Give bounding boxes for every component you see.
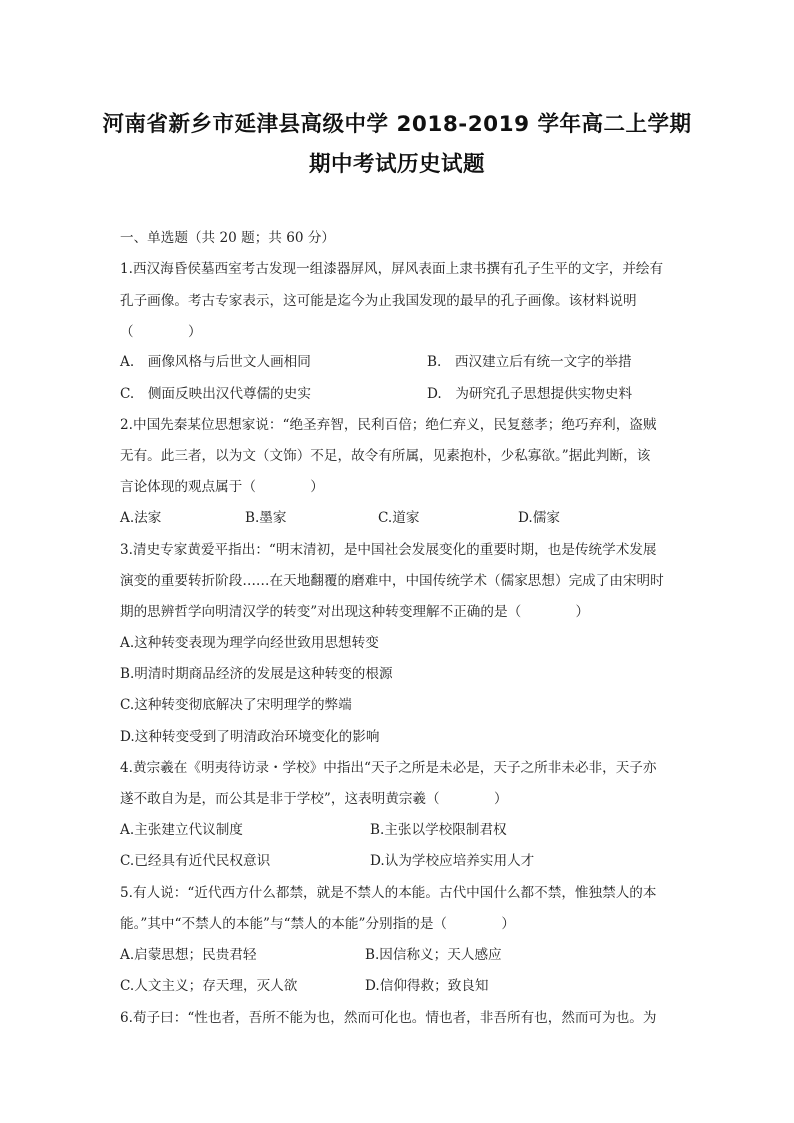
question-2-line-2: 无有。此三者，以为文（文饰）不足，故令有所属，见素抱朴，少私寡欲。”据此判断，该 xyxy=(120,448,651,464)
question-1-option-a: A. 画像风格与后世文人画相同 xyxy=(120,354,311,370)
question-1-option-b: B. 西汉建立后有统一文字的举措 xyxy=(427,354,632,370)
exam-title-line1: 河南省新乡市延津县高级中学 2018-2019 学年高二上学期 xyxy=(102,112,692,137)
question-4-option-a: A.主张建立代议制度 xyxy=(120,822,243,838)
question-1-option-c: C. 侧面反映出汉代尊儒的史实 xyxy=(120,386,311,402)
question-5-line-2: 能。”其中“不禁人的本能”与“禁人的本能”分别指的是（ ） xyxy=(120,916,515,932)
question-5-option-c: C.人文主义；存天理，灭人欲 xyxy=(120,978,298,994)
question-3-option-d: D.这种转变受到了明清政治环境变化的影响 xyxy=(120,729,380,745)
question-3-line-3: 期的思辨哲学向明清汉学的转变”对出现这种转变理解不正确的是（ ） xyxy=(120,604,590,620)
question-4-line-1: 4.黄宗羲在《明夷待访录・学校》中指出“天子之所是未必是，天子之所非未必非，天子亦 xyxy=(120,760,657,776)
question-5-line-1: 5.有人说：“近代西方什么都禁，就是不禁人的本能。古代中国什么都不禁，惟独禁人的本 xyxy=(120,885,657,901)
question-2-option-a: A.法家 xyxy=(120,510,162,526)
question-4-option-d: D.认为学校应培养实用人才 xyxy=(370,853,535,869)
question-1-line-2: 孔子画像。考古专家表示，这可能是迄今为止我国发现的最早的孔子画像。该材料说明 xyxy=(120,293,637,309)
question-2-option-b: B.墨家 xyxy=(245,510,287,526)
question-2-line-3: 言论体现的观点属于（ ） xyxy=(120,479,324,495)
section-heading: 一、单选题（共 20 题；共 60 分） xyxy=(120,230,336,246)
question-6-line-1: 6.荀子曰：“性也者，吾所不能为也，然而可化也。情也者，非吾所有也，然而可为也。为 xyxy=(120,1010,657,1026)
question-5-option-a: A.启蒙思想；民贵君轻 xyxy=(120,947,257,963)
question-4-option-b: B.主张以学校限制君权 xyxy=(370,822,507,838)
question-2-option-d: D.儒家 xyxy=(518,510,560,526)
question-3-option-b: B.明清时期商品经济的发展是这种转变的根源 xyxy=(120,666,393,682)
question-4-line-2: 遂不敢自为是，而公其是非于学校”，这表明黄宗羲（ ） xyxy=(120,791,508,807)
question-3-line-2: 演变的重要转折阶段……在天地翻覆的磨难中，中国传统学术（儒家思想）完成了由宋明时 xyxy=(120,573,664,589)
question-5-option-b: B.因信称义；天人感应 xyxy=(365,947,502,963)
question-3-option-a: A.这种转变表现为理学向经世致用思想转变 xyxy=(120,635,379,651)
question-3-option-c: C.这种转变彻底解决了宋明理学的弊端 xyxy=(120,697,352,713)
question-1-line-1: 1.西汉海昏侯墓西室考古发现一组漆器屏风，屏风表面上隶书撰有孔子生平的文字，并绘有 xyxy=(120,261,664,277)
question-1-option-d: D. 为研究孔子思想提供实物史料 xyxy=(427,386,633,402)
question-1-line-3: （ ） xyxy=(120,324,202,340)
question-2-line-1: 2.中国先秦某位思想家说：“绝圣弃智，民利百倍；绝仁弃义，民复慈孝；绝巧弃利，盗贼 xyxy=(120,417,657,433)
question-5-option-d: D.信仰得救；致良知 xyxy=(365,978,489,994)
question-2-option-c: C.道家 xyxy=(378,510,420,526)
question-4-option-c: C.已经具有近代民权意识 xyxy=(120,853,271,869)
exam-title-line2: 期中考试历史试题 xyxy=(308,152,485,177)
question-3-line-1: 3.清史专家黄爱平指出：“明末清初，是中国社会发展变化的重要时期，也是传统学术发展 xyxy=(120,542,657,558)
